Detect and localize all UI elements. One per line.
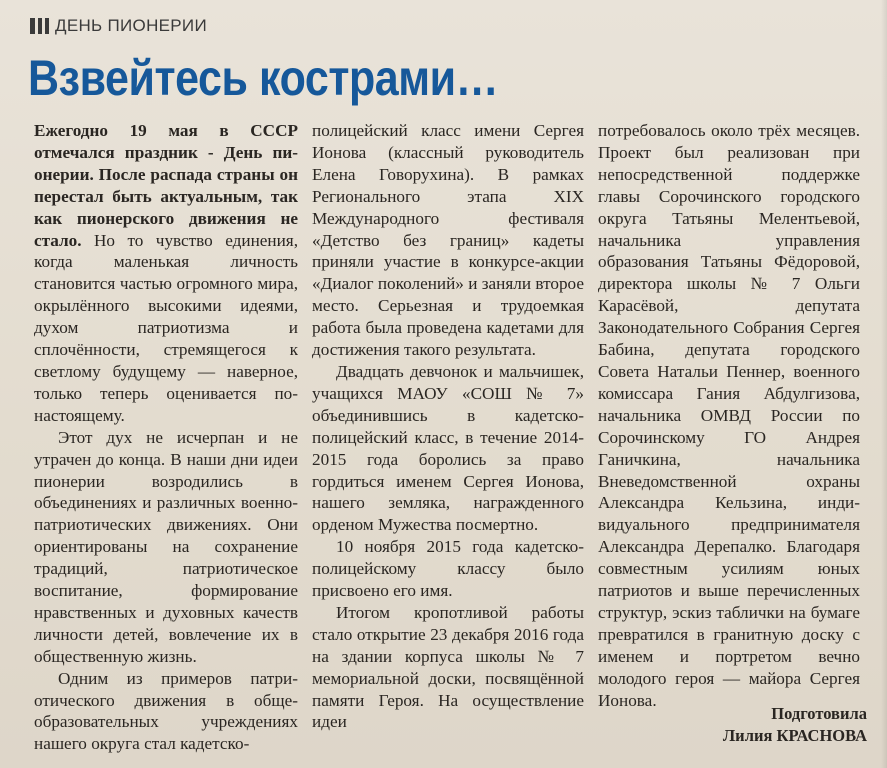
rubric-label: ДЕНЬ ПИОНЕРИИ — [55, 16, 207, 35]
section-rubric — [30, 14, 207, 38]
article-column-1 — [34, 120, 298, 755]
article-column-2 — [312, 120, 584, 733]
lead-paragraph: Ежегодно 19 мая в СССР отмечался праздник - День пионерии. После распада страны он перестал быть актуальным, так как пионерского движения не стало. — [34, 121, 298, 250]
author-signature — [723, 703, 867, 747]
rubric-bars-icon — [30, 18, 49, 34]
paragraph-text: 10 ноября 2015 года кадетско-полицейскому классу было присвоено его имя. — [312, 537, 584, 601]
paragraph-text: Итогом кропотливой работы стало открытие 23 декабря 2016 года на здании корпуса школы № 7 мемориальной доски, посвящённой памяти Героя. На осуществление идеи — [312, 602, 584, 732]
author-name: Лилия КРАСНОВА — [722, 726, 867, 745]
article-column-3 — [598, 120, 860, 711]
prepared-by-label: Подготовила — [771, 704, 867, 723]
paragraph-text: потребовалось около трёх месяцев. Проект был реализован при непосредственной поддержке главы Сорочинского городского округа Татьяны Мелентьевой, начальника управления образования Татьяны Фёдоровой, директора школы № 7 Ольги Карасёвой, депутата Законодательного Собрания Сергея Бабина, депутата городского Совета Натальи Пеннер, военного комиссара Гания Абдулгизова, начальника ОМВД России по Сорочинскому ГО Андрея Ганичкина, начальника Вневедомственной охраны Александра Кельзина, индивидуального предпринимателя Александра Дерепалко. Благодаря совместным усилиям юных патриотов и выше перечисленных структур, эскиз таблички на бумаге превратился в гранитную доску с именем и портретом вечно молодого героя — майора Сергея Ионова. — [598, 121, 860, 710]
paragraph-text: Двадцать девчонок и мальчишек, учащихся МАОУ «СОШ № 7» объединившись в кадетско-полицейский класс, в течение 2014-2015 года боролись за право гордиться именем Сергея Ионова, нашего земляка, награжденного орденом Мужества посмертно. — [312, 361, 584, 535]
page-edge-shadow — [881, 0, 887, 768]
paragraph-text: Этот дух не исчерпан и не утрачен до конца. В наши дни идеи пионерии возродились в объединениях и различных военно-патриотических движениях. Они ориентированы на сохранение традиций, патриотическое воспитание, формирование нравственных и духовных качеств личности детей, вовлечение их в общественную жизнь. — [34, 427, 298, 666]
article-title: Взвейтесь кострами… — [28, 50, 499, 106]
paragraph-text: Одним из примеров патриотического движения в общеобразовательных учреждениях нашего округа стал кадетско- — [34, 668, 298, 754]
paragraph-text: Но то чувство единения, когда маленькая личность становится частью огромного мира, окрылённого высокими идеями, духом патриотизма и сплочённости, стремящегося к светлому будущему — наверное, только теперь оценивается по-настоящему. — [34, 230, 298, 425]
paragraph-text: полицейский класс имени Сергея Ионова (классный руководитель Елена Говорухина). В рамках Регионального этапа XIX Международного фестиваля «Детство без границ» кадеты приняли участие в конкурсе-акции «Диалог поколений» и заняли второе место. Серьезная и трудоемкая работа была проведена кадетами для достижения такого результата. — [312, 121, 584, 360]
